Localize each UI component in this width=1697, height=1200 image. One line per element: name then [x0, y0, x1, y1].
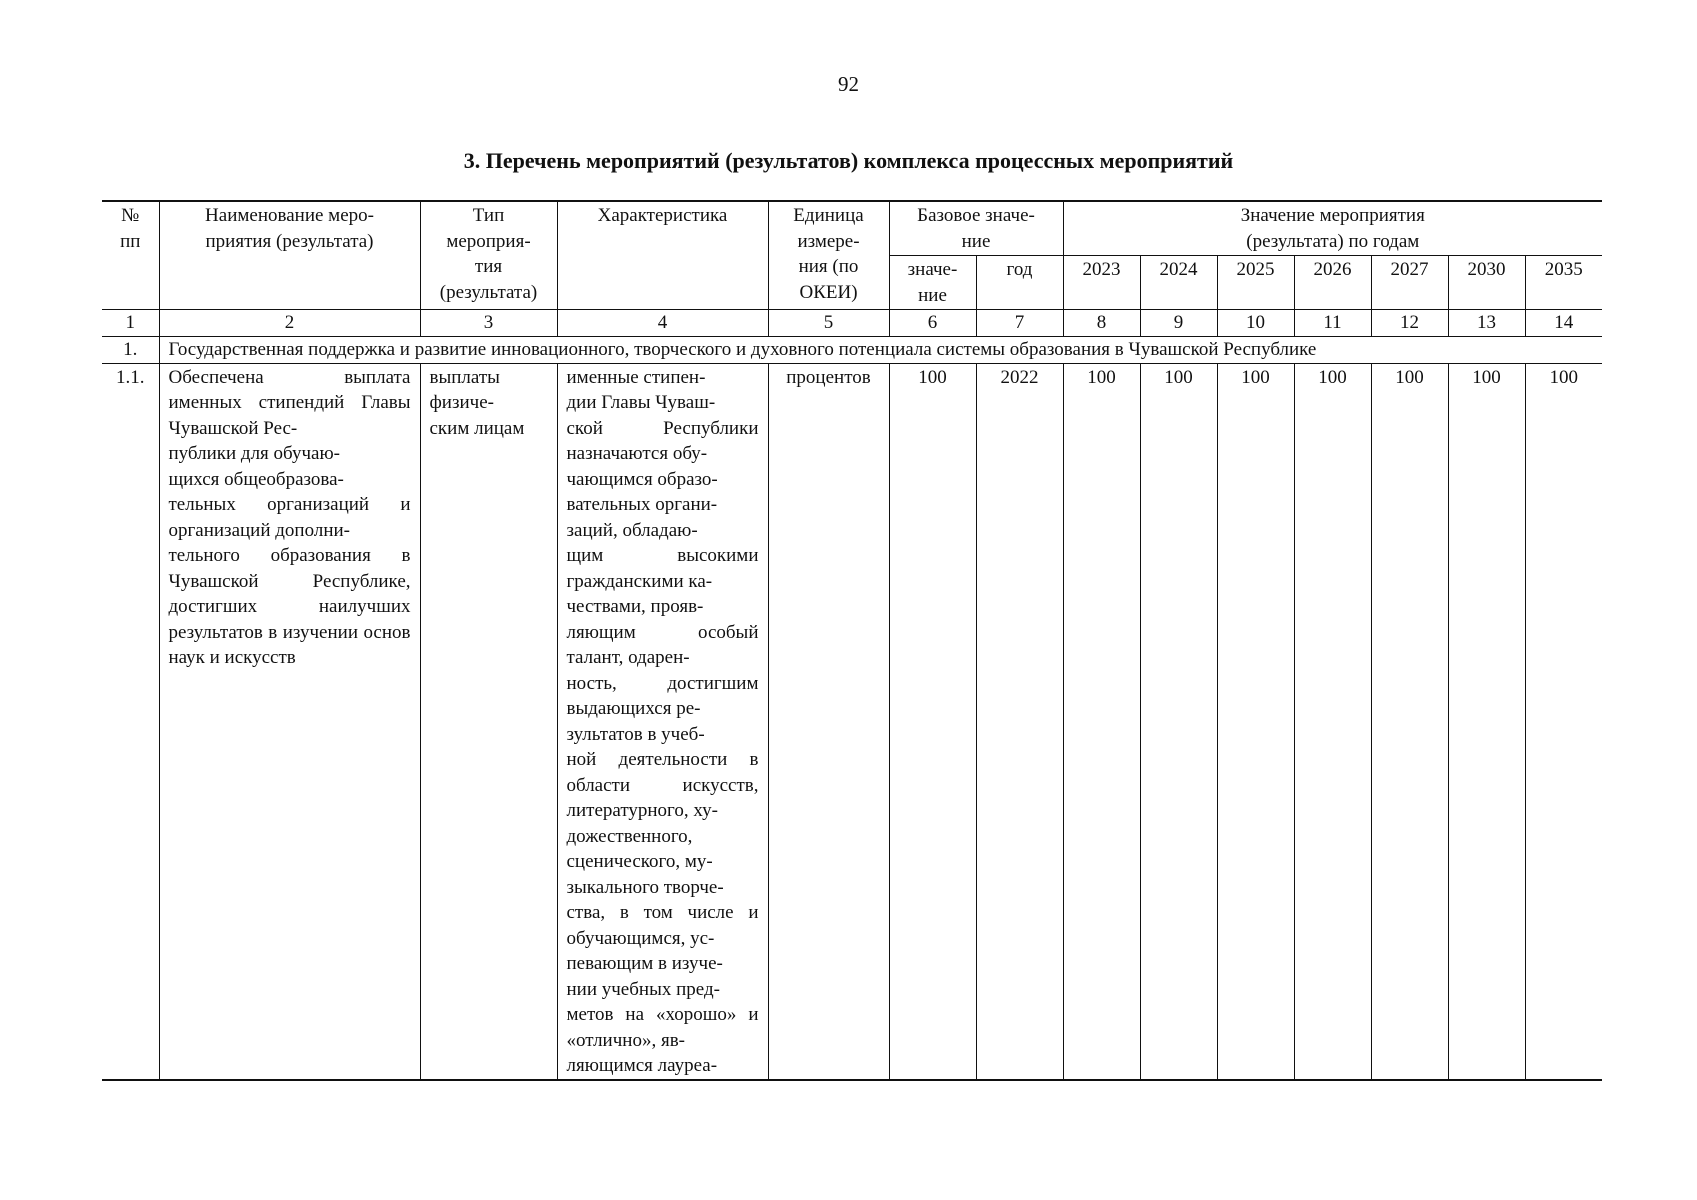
header-year-2027: 2027: [1371, 256, 1448, 310]
column-number: 14: [1525, 310, 1602, 337]
header-unit: Единица измере- ния (по ОКЕИ): [768, 201, 889, 310]
column-number: 3: [420, 310, 557, 337]
header-base: Базовое значе- ние: [889, 201, 1063, 256]
header-characteristic: Характеристика: [557, 201, 768, 310]
header-year-2026: 2026: [1294, 256, 1371, 310]
column-number: 1: [102, 310, 159, 337]
row-unit: процентов: [768, 363, 889, 1080]
row-value-2025: 100: [1217, 363, 1294, 1080]
row-characteristic: именные стипен- дии Главы Чуваш- ской Республики назначаются обу- чающимся образо- вательных органи- заций, обладаю- щим высокими гражданскими ка- чествами, прояв- ляющим особый талант, одарен- ность, достигшим выдающихся ре- зультатов в учеб- ной деятельности в области искусств, литературного, ху- дожественного, сценического, му- зыкального творче- ства, в том числе и обучающимся, ус- певающим в изуче- нии учебных пред- метов на «хорошо» и «отлично», яв- ляющимся лауреа-: [557, 363, 768, 1080]
page-title: 3. Перечень мероприятий (результатов) комплекса процессных мероприятий: [463, 148, 1234, 173]
column-number: 5: [768, 310, 889, 337]
header-year-2024: 2024: [1140, 256, 1217, 310]
column-number: 10: [1217, 310, 1294, 337]
row-value-2024: 100: [1140, 363, 1217, 1080]
header-type: Тип мероприя- тия (результата): [420, 201, 557, 310]
header-year-2030: 2030: [1448, 256, 1525, 310]
row-base-value: 100: [889, 363, 976, 1080]
column-number: 11: [1294, 310, 1371, 337]
column-number: 13: [1448, 310, 1525, 337]
column-number: 12: [1371, 310, 1448, 337]
page-number: 92: [838, 72, 859, 96]
column-number: 9: [1140, 310, 1217, 337]
column-number: 2: [159, 310, 420, 337]
header-base-year: год: [976, 256, 1063, 310]
section-title: Государственная поддержка и развитие инновационного, творческого и духовного потенциала системы образования в Чувашской Республике: [159, 336, 1602, 363]
row-type: выплаты физиче- ским лицам: [420, 363, 557, 1080]
measures-table: [102, 200, 1602, 1081]
row-value-2035: 100: [1525, 363, 1602, 1080]
column-number: 6: [889, 310, 976, 337]
row-num: 1.1.: [102, 363, 159, 1080]
row-value-2027: 100: [1371, 363, 1448, 1080]
column-number: 7: [976, 310, 1063, 337]
header-name: Наименование меро- приятия (результата): [159, 201, 420, 310]
column-number: 4: [557, 310, 768, 337]
row-name: Обеспечена выплата именных стипендий Главы Чувашской Рес- публики для обучаю- щихся общеобразова- тельных организаций и организаций дополни- тельного образования в Чувашской Республике, достигших наилучших результатов в изучении основ наук и искусств: [159, 363, 420, 1080]
column-number: 8: [1063, 310, 1140, 337]
header-year-2023: 2023: [1063, 256, 1140, 310]
row-value-2023: 100: [1063, 363, 1140, 1080]
header-year-2035: 2035: [1525, 256, 1602, 310]
row-value-2026: 100: [1294, 363, 1371, 1080]
row-value-2030: 100: [1448, 363, 1525, 1080]
header-values-by-year: Значение мероприятия (результата) по годам: [1063, 201, 1602, 256]
header-year-2025: 2025: [1217, 256, 1294, 310]
section-num: 1.: [102, 336, 159, 363]
row-base-year: 2022: [976, 363, 1063, 1080]
header-num: № пп: [102, 201, 159, 310]
header-base-value: значе- ние: [889, 256, 976, 310]
